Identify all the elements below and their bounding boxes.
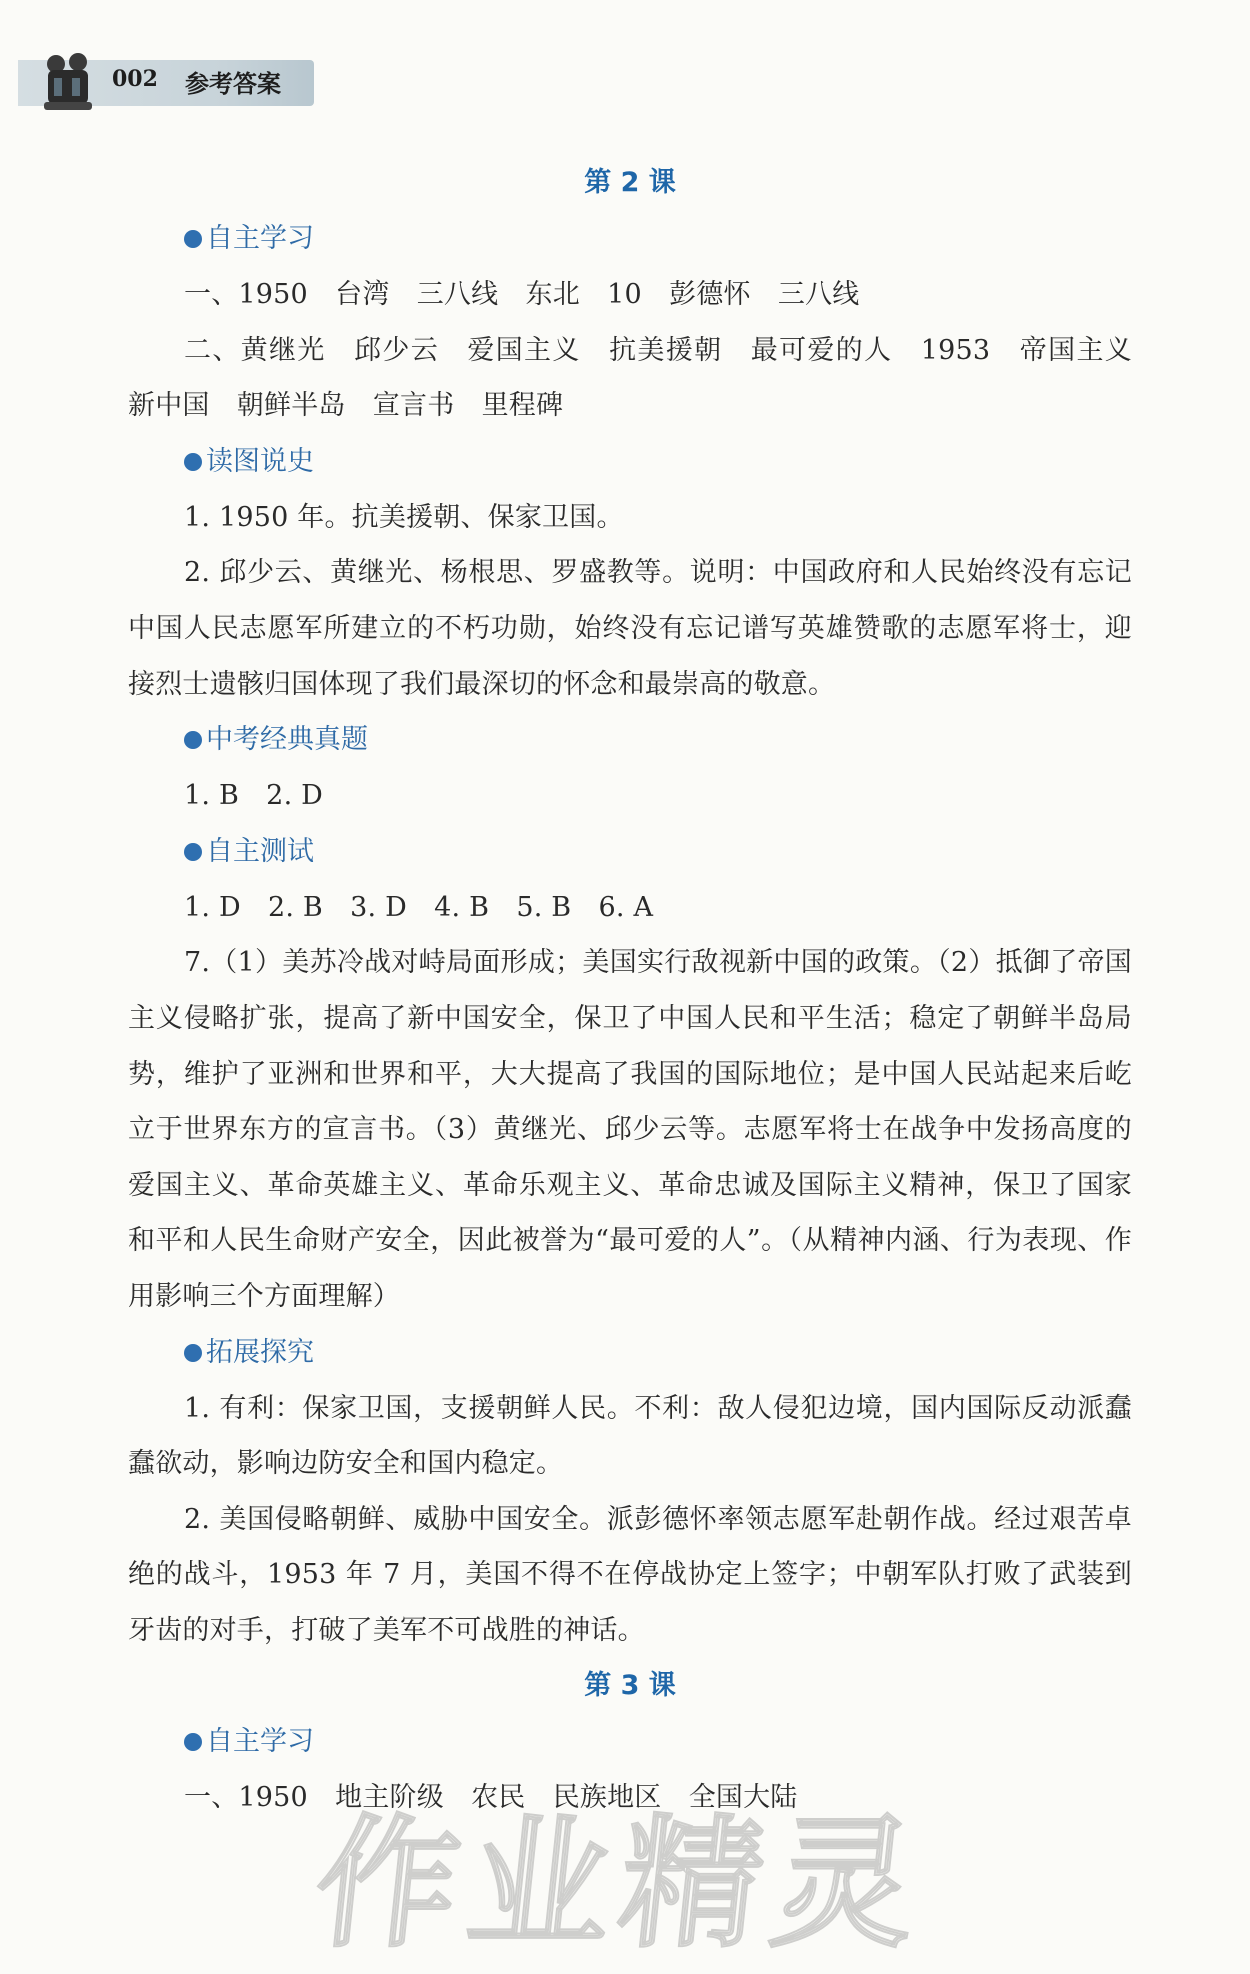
lesson-title: 第 3 课: [584, 1670, 676, 1702]
page-content: [128, 155, 1160, 1826]
mascot-icon: [36, 48, 98, 114]
bullet-dot-icon: [184, 1733, 202, 1751]
section-heading: 自主学习: [128, 1714, 1132, 1770]
section-heading: 自主测试: [128, 824, 1132, 880]
bullet-dot-icon: [184, 1344, 202, 1362]
answer-paragraph: 1. B 2. D: [184, 780, 323, 812]
section-heading: 中考经典真题: [128, 712, 1132, 768]
section-heading: 拓展探究: [128, 1325, 1132, 1381]
answer-paragraph: 2. 美国侵略朝鲜、威胁中国安全。派彭德怀率领志愿军赴朝作战。经过艰苦卓绝的战斗，1953 年 7 月，美国不得不在停战协定上签字；中朝军队打败了武装到牙齿的对手，打破了美军不可战胜的神话。: [128, 1503, 1132, 1646]
answer-paragraph: 一、1950 台湾 三八线 东北 10 彭德怀 三八线: [184, 279, 860, 310]
watermark: 作业精灵: [308, 1802, 934, 1967]
answer-paragraph: 1. 有利：保家卫国，支援朝鲜人民。不利：敌人侵犯边境，国内国际反动派蠢蠢欲动，影响边防安全和国内稳定。: [128, 1392, 1132, 1480]
answer-paragraph: 2. 邱少云、黄继光、杨根思、罗盛教等。说明：中国政府和人民始终没有忘记中国人民志愿军所建立的不朽功勋，始终没有忘记谱写英雄赞歌的志愿军将士，迎接烈士遗骸归国体现了我们最深切的怀念和最崇高的敬意。: [128, 557, 1132, 700]
section-heading: 自主学习: [128, 211, 1132, 267]
header-title: 参考答案: [185, 70, 281, 98]
lesson-title: 第 2 课: [584, 167, 676, 198]
answer-paragraph: 1. 1950 年。抗美援朝、保家卫国。: [184, 501, 624, 533]
bullet-dot-icon: [184, 731, 202, 749]
bullet-dot-icon: [184, 230, 202, 248]
answer-paragraph: 7.（1）美苏冷战对峙局面形成；美国实行敌视新中国的政策。（2）抵御了帝国主义侵略扩张，提高了新中国安全，保卫了中国人民和平生活；稳定了朝鲜半岛局势，维护了亚洲和世界和平，大大提高了我国的国际地位；是中国人民站起来后屹立于世界东方的宣言书。（3）黄继光、邱少云等。志愿军将士在战争中发扬高度的爱国主义、革命英雄主义、革命乐观主义、革命忠诚及国际主义精神，保卫了国家和平和人民生命财产安全，因此被誉为“最可爱的人”。（从精神内涵、行为表现、作用影响三个方面理解）: [128, 947, 1132, 1312]
page-number: 002: [112, 66, 158, 92]
section-heading: 读图说史: [128, 434, 1132, 490]
bullet-dot-icon: [184, 843, 202, 861]
answer-paragraph: 一、1950 地主阶级 农民 民族地区 全国大陆: [184, 1782, 798, 1814]
answer-paragraph: 1. D 2. B 3. D 4. B 5. B 6. A: [184, 891, 654, 923]
answer-paragraph: 二、黄继光 邱少云 爱国主义 抗美援朝 最可爱的人 1953 帝国主义 新中国 朝鲜半岛 宣言书 里程碑: [128, 334, 1160, 422]
bullet-dot-icon: [184, 453, 202, 471]
